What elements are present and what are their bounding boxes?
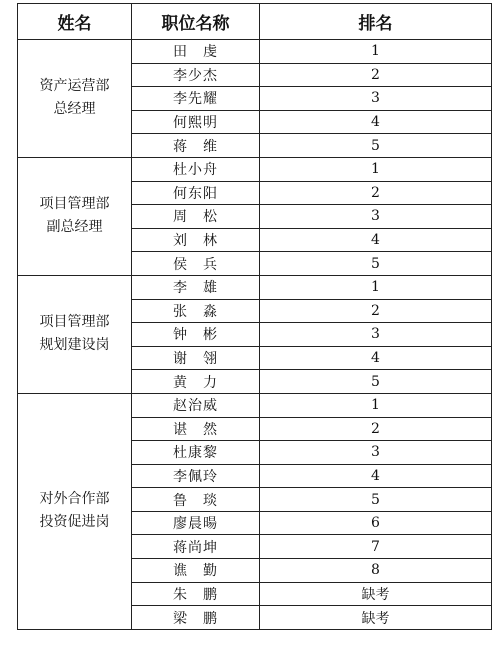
ranking-table <box>17 3 492 630</box>
header-cell: 排名 <box>260 4 492 40</box>
candidate-rank: 8 <box>260 559 492 583</box>
candidate-rank: 缺考 <box>260 582 492 606</box>
candidate-name: 杜小舟 <box>132 157 260 181</box>
candidate-rank: 7 <box>260 535 492 559</box>
candidate-rank: 4 <box>260 228 492 252</box>
candidate-name: 李少杰 <box>132 63 260 87</box>
candidate-rank: 6 <box>260 511 492 535</box>
table-row <box>18 157 492 181</box>
table-row <box>18 40 492 64</box>
candidate-rank: 3 <box>260 205 492 229</box>
position-line: 项目管理部 <box>39 314 110 331</box>
position-line: 总经理 <box>53 101 96 118</box>
candidate-name: 侯 兵 <box>132 252 260 276</box>
candidate-name: 刘 林 <box>132 228 260 252</box>
candidate-rank: 2 <box>260 181 492 205</box>
header-row <box>18 4 492 40</box>
candidate-name: 何熙明 <box>132 110 260 134</box>
candidate-name: 李佩玲 <box>132 464 260 488</box>
table-row <box>18 393 492 417</box>
candidate-name: 黄 力 <box>132 370 260 394</box>
candidate-name: 谯 勤 <box>132 559 260 583</box>
candidate-name: 周 松 <box>132 205 260 229</box>
position-line: 投资促进岗 <box>39 514 110 531</box>
position-cell <box>18 40 132 158</box>
candidate-name: 谢 翎 <box>132 346 260 370</box>
candidate-rank: 5 <box>260 370 492 394</box>
header-cell: 姓名 <box>18 4 132 40</box>
candidate-rank: 4 <box>260 464 492 488</box>
candidate-name: 鲁 琰 <box>132 488 260 512</box>
candidate-rank: 2 <box>260 299 492 323</box>
candidate-name: 田 虔 <box>132 40 260 64</box>
position-line: 副总经理 <box>46 219 103 236</box>
candidate-rank: 2 <box>260 417 492 441</box>
candidate-rank: 1 <box>260 393 492 417</box>
candidate-rank: 4 <box>260 110 492 134</box>
candidate-name: 梁 鹏 <box>132 606 260 630</box>
table-body <box>18 40 492 630</box>
candidate-rank: 1 <box>260 157 492 181</box>
position-line: 项目管理部 <box>39 196 110 213</box>
candidate-name: 何东阳 <box>132 181 260 205</box>
candidate-name: 钟 彬 <box>132 323 260 347</box>
candidate-rank: 3 <box>260 323 492 347</box>
candidate-rank: 2 <box>260 63 492 87</box>
candidate-name: 张 淼 <box>132 299 260 323</box>
candidate-name: 杜康黎 <box>132 441 260 465</box>
candidate-rank: 3 <box>260 441 492 465</box>
candidate-rank: 3 <box>260 87 492 111</box>
candidate-rank: 5 <box>260 134 492 158</box>
position-line: 对外合作部 <box>39 491 110 508</box>
candidate-name: 李 雄 <box>132 275 260 299</box>
candidate-rank: 缺考 <box>260 606 492 630</box>
candidate-rank: 5 <box>260 252 492 276</box>
table-row <box>18 275 492 299</box>
position-cell <box>18 393 132 629</box>
position-cell <box>18 275 132 393</box>
header-cell: 职位名称 <box>132 4 260 40</box>
candidate-name: 蒋尚坤 <box>132 535 260 559</box>
position-line: 规划建设岗 <box>39 337 110 354</box>
candidate-rank: 1 <box>260 40 492 64</box>
candidate-name: 朱 鹏 <box>132 582 260 606</box>
candidate-rank: 1 <box>260 275 492 299</box>
candidate-rank: 5 <box>260 488 492 512</box>
position-cell <box>18 157 132 275</box>
candidate-name: 蒋 维 <box>132 134 260 158</box>
candidate-name: 李先耀 <box>132 87 260 111</box>
candidate-name: 谌 然 <box>132 417 260 441</box>
candidate-rank: 4 <box>260 346 492 370</box>
candidate-name: 赵治威 <box>132 393 260 417</box>
candidate-name: 廖晨暘 <box>132 511 260 535</box>
position-line: 资产运营部 <box>39 78 110 95</box>
